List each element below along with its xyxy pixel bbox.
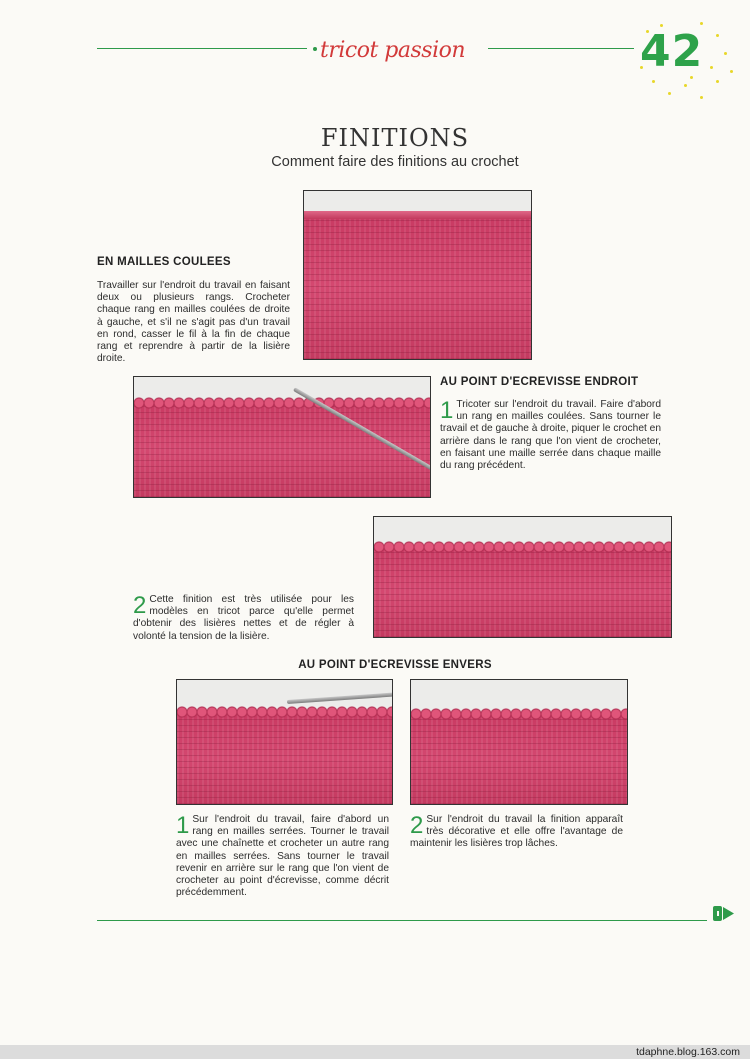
step-number: 1: [440, 397, 454, 424]
photo-ecrevisse-endroit-step2: [373, 516, 672, 638]
brand-logo: tricot passion: [320, 38, 466, 63]
step-number: 2: [410, 812, 424, 839]
section-heading-ecrevisse-endroit: AU POINT D'ECREVISSE ENDROIT: [440, 376, 639, 388]
section-heading-mailles-coulees: EN MAILLES COULEES: [97, 256, 231, 268]
photo-mailles-coulees: [303, 190, 532, 360]
header-rule-right: [488, 48, 634, 49]
ecrevisse-endroit-step1: [440, 399, 661, 472]
next-page-arrow-icon[interactable]: [713, 906, 735, 921]
photo-ecrevisse-envers-step1: [176, 679, 393, 805]
issue-number: 42: [640, 26, 704, 77]
step-text: Sur l'endroit du travail la finition apparaît très décorative et elle offre l'avantage de maintenir les lisières trop lâches.: [410, 814, 623, 850]
step-text: Tricoter sur l'endroit du travail. Faire d'abord un rang en mailles coulées. Sans tourner le travail et de gauche à droite, piquer le crochet en arrière dans le rang que l'on vient de crocheter, en faisant une maille serrée dans chaque maille du rang précédent.: [440, 399, 661, 472]
step-text: Cette finition est très utilisée pour les modèles en tricot parce qu'elle permet d'obtenir des lisières nettes et de régler à volonté la tension de la lisière.: [133, 594, 354, 642]
step-number: 2: [133, 592, 147, 619]
step-text: Sur l'endroit du travail, faire d'abord un rang en mailles serrées. Tourner le travail avec une chaînette et crocheter un autre rang en mailles serrées. Sans tourner le travail revenir en arrière sur le rang que l'on vient de crocheter au point d'écrevisse, comme décrit précédemment.: [176, 814, 389, 899]
page-subtitle: Comment faire des finitions au crochet: [271, 154, 519, 170]
crochet-hook: [287, 692, 393, 704]
footer-rule: [97, 920, 707, 921]
step-number: 1: [176, 812, 190, 839]
header-rule-left: [97, 48, 307, 49]
section-heading-ecrevisse-envers: AU POINT D'ECREVISSE ENVERS: [298, 659, 492, 671]
watermark: tdaphne.blog.163.com: [636, 1046, 740, 1058]
ecrevisse-envers-step2: [410, 814, 623, 851]
brand-bullet: [313, 47, 317, 51]
photo-ecrevisse-envers-step2: [410, 679, 628, 805]
photo-ecrevisse-endroit-step1: [133, 376, 431, 498]
ecrevisse-envers-step1: [176, 814, 389, 899]
page-title: FINITIONS: [320, 124, 470, 152]
mailles-coulees-text: Travailler sur l'endroit du travail en faisant deux ou plusieurs rangs. Crocheter chaque rang en mailles coulées de droite à gauche, et s'il ne s'agit pas d'un travail en rond, casser le fil à la fin de chaque rang et reprendre à partir de la lisière droite.: [97, 280, 290, 365]
ecrevisse-endroit-step2: [133, 594, 354, 643]
